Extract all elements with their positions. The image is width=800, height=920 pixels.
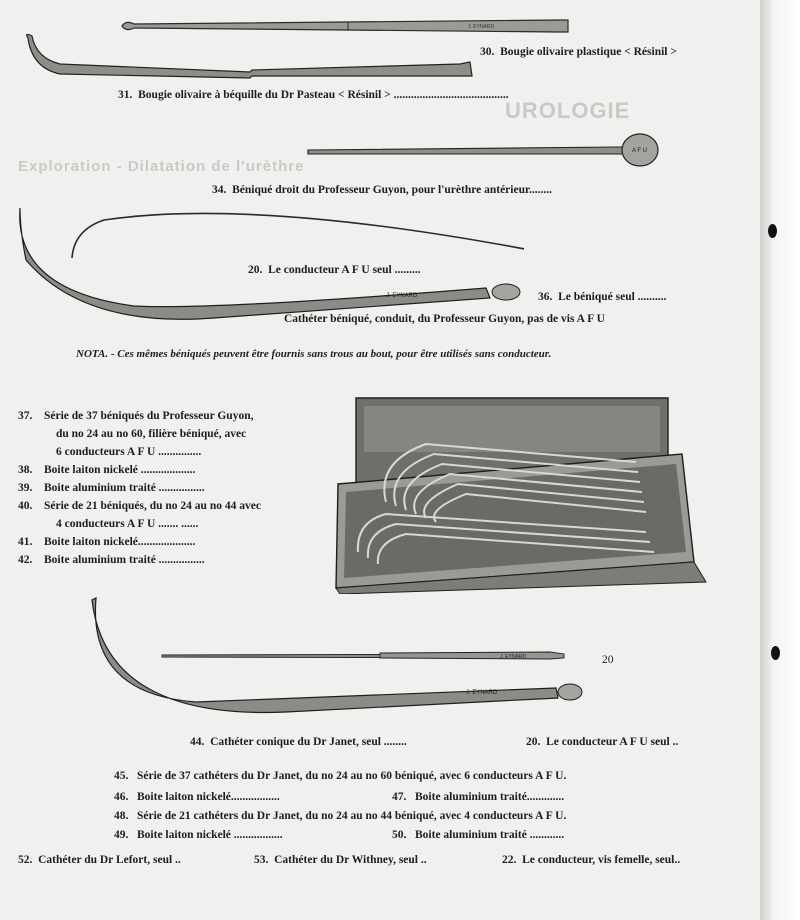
- item-line: Boite laiton nickelé ...................: [44, 464, 196, 476]
- item-22-label: [502, 854, 680, 866]
- item-number: 38.: [18, 464, 33, 476]
- item-number: 20.: [526, 736, 541, 748]
- item-36-label: [538, 291, 666, 303]
- item-number: 47.: [392, 791, 407, 803]
- conducteur-20-drawing: [160, 648, 580, 664]
- item-number: 34.: [212, 184, 227, 196]
- item-line: du no 24 au no 60, filière béniqué, avec: [56, 428, 247, 440]
- svg-text:J. EYNARD: J. EYNARD: [468, 24, 495, 30]
- item-text: Série de 37 cathéters du Dr Janet, du no 24 au no 60 béniqué, avec 6 conducteurs A F U.: [137, 770, 567, 782]
- item-number: 46.: [114, 791, 129, 803]
- item-text: Béniqué droit du Professeur Guyon, pour l'urèthre antérieur........: [232, 184, 553, 196]
- item-number: 44.: [190, 736, 205, 748]
- item-number: 22.: [502, 854, 517, 866]
- item-20b-label: [526, 736, 678, 748]
- benique-series-list: [18, 407, 318, 569]
- list-item-37: [18, 407, 318, 461]
- item-number: 20.: [248, 264, 263, 276]
- item-number: 37.: [18, 410, 33, 422]
- item-number: 39.: [18, 482, 33, 494]
- instrument-box-drawing: [316, 392, 712, 594]
- item-text: Bougie olivaire plastique: [500, 46, 622, 58]
- item-line: Série de 21 béniqués, du no 24 au no 44 avec: [44, 500, 261, 512]
- item-number: 45.: [114, 770, 129, 782]
- svg-text:J. EYNARD: J. EYNARD: [500, 654, 527, 660]
- item-47-label: [392, 791, 564, 803]
- list-item-39: [18, 479, 318, 497]
- benique-34-drawing: [306, 130, 666, 170]
- item-line: Boite aluminium traité ................: [44, 554, 205, 566]
- item-52-label: [18, 854, 181, 866]
- item-line: Boite laiton nickelé....................: [44, 536, 196, 548]
- item-number: 31.: [118, 89, 133, 101]
- item-number: 52.: [18, 854, 33, 866]
- item-text: Cathéter conique du Dr Janet, seul ........: [210, 736, 407, 748]
- item-49-label: [114, 829, 283, 841]
- item-text: Boite laiton nickelé .................: [137, 829, 283, 841]
- brand-name: < Résinil >: [624, 46, 677, 58]
- binder-hole: [768, 224, 777, 238]
- list-item-42: [18, 551, 318, 569]
- item-text: Bougie olivaire à béquille du Dr Pasteau: [138, 89, 336, 101]
- binder-hole: [771, 646, 780, 660]
- item-48-label: [114, 810, 566, 822]
- item-line: Série de 37 béniqués du Professeur Guyon,: [44, 410, 254, 422]
- item-number: 50.: [392, 829, 407, 841]
- figure-number-20: 20: [602, 654, 614, 666]
- item-number: 41.: [18, 536, 33, 548]
- leader-dots: ........................................: [393, 89, 509, 101]
- item-text: Boite aluminium traité ............: [415, 829, 565, 841]
- item-number: 42.: [18, 554, 33, 566]
- bleed-through-urologie: UROLOGIE: [505, 98, 631, 123]
- maker-stamp: J. EYNARD: [386, 293, 418, 299]
- item-53-label: [254, 854, 427, 866]
- item-text: Cathéter du Dr Lefort, seul ..: [38, 854, 181, 866]
- item-line: 4 conducteurs A F U ....... ......: [56, 518, 199, 530]
- item-number: 49.: [114, 829, 129, 841]
- catheter-caption: Cathéter béniqué, conduit, du Professeur Guyon, pas de vis A F U: [284, 313, 605, 325]
- item-45-label: [114, 770, 566, 782]
- item-text: Le béniqué seul ..........: [558, 291, 667, 303]
- item-30-label: [480, 46, 677, 58]
- item-text: Le conducteur, vis femelle, seul..: [522, 854, 681, 866]
- item-number: 53.: [254, 854, 269, 866]
- item-number: 30.: [480, 46, 495, 58]
- item-text: Boite aluminium traité.............: [415, 791, 565, 803]
- item-number: 40.: [18, 500, 33, 512]
- item-44-label: [190, 736, 407, 748]
- item-text: Boite laiton nickelé.................: [137, 791, 280, 803]
- item-line: 6 conducteurs A F U ...............: [56, 446, 202, 458]
- list-item-38: [18, 461, 318, 479]
- item-text: Série de 21 cathéters du Dr Janet, du no 24 au no 44 béniqué, avec 4 conducteurs A F U.: [137, 810, 567, 822]
- item-number: 48.: [114, 810, 129, 822]
- item-31-label: [118, 89, 509, 101]
- brand-name: < Résinil >: [338, 89, 391, 101]
- item-text: Cathéter du Dr Withney, seul ..: [274, 854, 427, 866]
- item-text: Le conducteur A F U seul .........: [268, 264, 421, 276]
- binding-margin: [760, 0, 800, 920]
- svg-text:A F U: A F U: [632, 148, 648, 154]
- item-20-label: [248, 264, 421, 276]
- list-item-40: [18, 497, 318, 533]
- item-text: Le conducteur A F U seul ..: [546, 736, 679, 748]
- item-line: Boite aluminium traité ................: [44, 482, 205, 494]
- svg-text:J. EYNARD: J. EYNARD: [466, 690, 498, 696]
- item-50-label: [392, 829, 564, 841]
- nota-note: NOTA. - Ces mêmes béniqués peuvent être fournis sans trous au bout, pour être utilisés sans conducteur.: [76, 348, 552, 360]
- item-46-label: [114, 791, 280, 803]
- item-34-label: [212, 184, 552, 196]
- item-number: 36.: [538, 291, 553, 303]
- list-item-41: [18, 533, 318, 551]
- bleed-through-heading: Exploration - Dilatation de l'urèthre: [18, 158, 305, 175]
- bougie-31-drawing: [20, 30, 480, 82]
